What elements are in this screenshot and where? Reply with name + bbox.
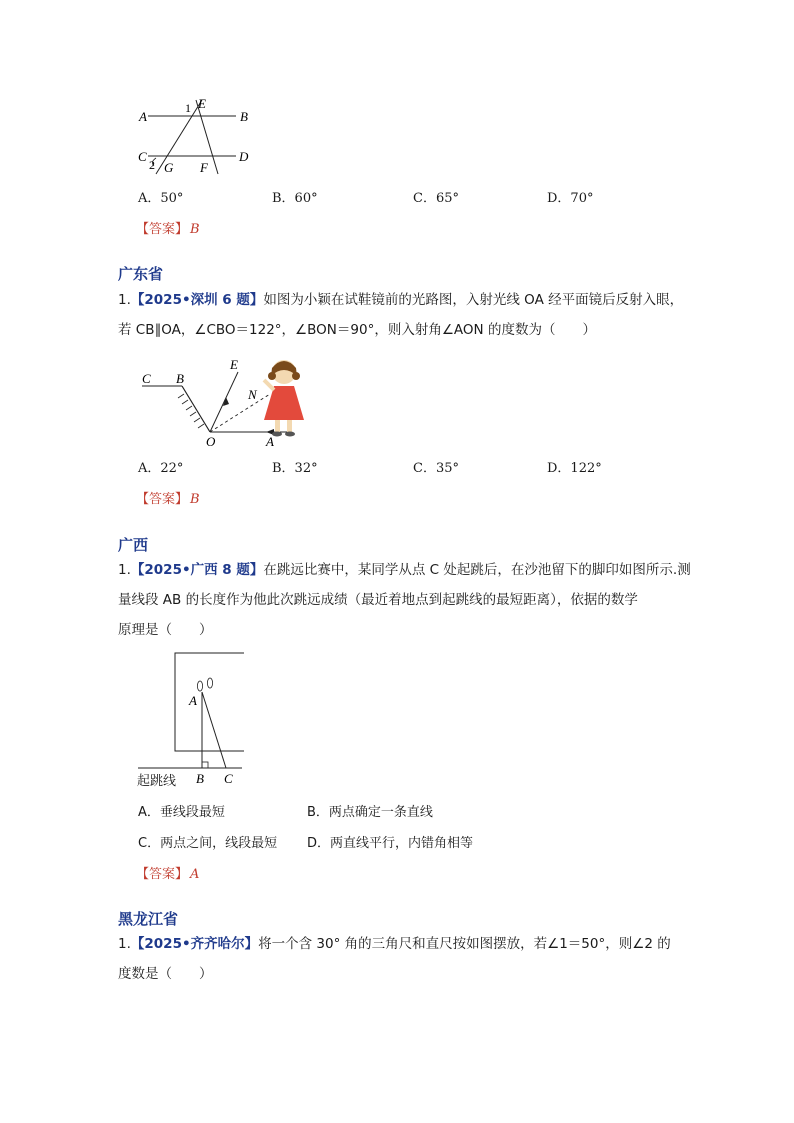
label-A: A xyxy=(139,109,147,124)
label-A: A xyxy=(189,693,197,708)
label-angle-2: 2 xyxy=(149,158,155,172)
region-heading: 广东省 xyxy=(118,265,164,283)
answer-value: B xyxy=(190,222,200,237)
option-b: B．两点确定一条直线 xyxy=(307,805,433,820)
answer-line: 【答案】 B xyxy=(136,492,200,507)
option-a: A．50° xyxy=(138,191,184,206)
answer-line: 【答案】 B xyxy=(136,222,200,237)
option-d: D．122° xyxy=(547,461,602,476)
label-E: E xyxy=(198,96,206,111)
label-G: G xyxy=(164,160,174,175)
parallel-lines-figure xyxy=(132,92,262,182)
label-E: E xyxy=(230,357,238,372)
option-c: C．35° xyxy=(413,461,459,476)
label-C: C xyxy=(224,771,233,786)
label-angle-1: 1 xyxy=(185,101,191,115)
answer-line: 【答案】 A xyxy=(136,867,200,882)
girl-illustration xyxy=(264,360,304,437)
start-line-label: 起跳线 xyxy=(137,774,177,789)
option-a: A．垂线段最短 xyxy=(138,805,225,820)
option-c: C．两点之间，线段最短 xyxy=(138,836,278,851)
question-text: 1.【2025•深圳 6 题】如图为小颖在试鞋镜前的光路图，入射光线 OA 经平面镜后反射入眼， 若 CB∥OA，∠CBO＝122°，∠BON＝90°，则入射角∠AON 的度数为（ ） xyxy=(118,292,684,338)
label-D: D xyxy=(239,149,249,164)
label-B: B xyxy=(196,771,204,786)
option-a: A．22° xyxy=(138,461,184,476)
option-d: D．70° xyxy=(547,191,594,206)
option-c: C．65° xyxy=(413,191,459,206)
label-A: A xyxy=(266,434,274,449)
label-B: B xyxy=(176,371,184,386)
region-heading: 黑龙江省 xyxy=(118,910,179,928)
long-jump-figure xyxy=(134,648,244,788)
label-N: N xyxy=(248,387,257,402)
question-text: 1.【2025•齐齐哈尔】将一个含 30° 角的三角尺和直尺按如图摆放，若∠1＝50°，则∠2 的 度数是（ ） xyxy=(118,936,671,982)
label-B: B xyxy=(240,109,248,124)
region-heading: 广西 xyxy=(118,536,149,554)
option-d: D．两直线平行，内错角相等 xyxy=(307,836,474,851)
answer-value: B xyxy=(190,492,200,507)
label-O: O xyxy=(206,434,216,449)
label-C: C xyxy=(138,149,147,164)
option-b: B．32° xyxy=(272,461,318,476)
question-text: 1.【2025•广西 8 题】在跳远比赛中，某同学从点 C 处起跳后，在沙池留下的脚印如图所示.测 量线段 AB 的长度作为他此次跳远成绩（最近着地点到起跳线的最短距离），依据的数学 原理是（ ） xyxy=(118,562,691,638)
label-C: C xyxy=(142,371,151,386)
label-F: F xyxy=(200,160,208,175)
option-b: B．60° xyxy=(272,191,318,206)
mirror-light-path-figure xyxy=(134,350,314,450)
answer-value: A xyxy=(190,867,200,882)
